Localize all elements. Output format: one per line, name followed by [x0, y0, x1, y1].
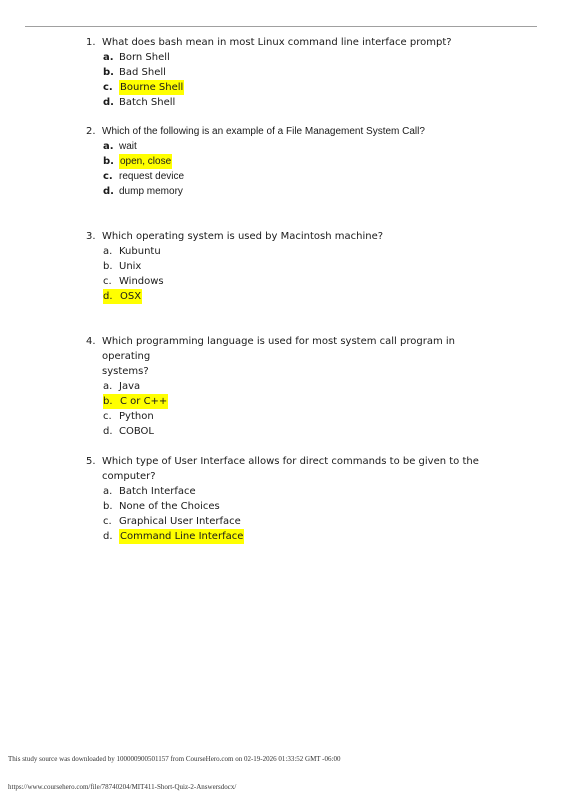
answer-highlight: open, close: [120, 156, 172, 167]
option-letter: b.: [103, 67, 114, 78]
option-letter: c.: [103, 516, 112, 527]
option-b: [86, 154, 486, 169]
question-text-line2: systems?: [102, 366, 149, 377]
option-b: [86, 499, 486, 514]
option-letter: a.: [103, 246, 113, 257]
question-text: Which of the following is an example of a File Management System Call?: [102, 126, 425, 137]
question-text: [102, 454, 486, 484]
option-b: [86, 65, 486, 80]
question-number: 4.: [86, 336, 96, 347]
question-text-line1: Which type of User Interface allows for direct commands to be given to the: [102, 456, 479, 467]
option-c: [86, 274, 486, 289]
option-text: Python: [119, 411, 154, 422]
question-number: 5.: [86, 456, 96, 467]
answer-highlight: OSX: [120, 291, 142, 302]
question-text: Which operating system is used by Macintosh machine?: [102, 231, 384, 242]
option-d: [86, 529, 486, 544]
question-text-line1: Which programming language is used for most system call program in operating: [102, 336, 455, 362]
option-letter: b.: [103, 261, 113, 272]
option-letter: c.: [103, 411, 112, 422]
option-b: [86, 259, 486, 274]
question-text: [102, 334, 486, 379]
option-c: [86, 514, 486, 529]
option-letter: d.: [103, 289, 119, 304]
option-d: [86, 184, 486, 199]
option-a: [86, 484, 486, 499]
option-text: request device: [119, 171, 185, 182]
option-text: dump memory: [119, 186, 183, 197]
option-list: [86, 139, 486, 199]
option-text: Batch Interface: [119, 486, 196, 497]
answer-highlight: Command Line Interface: [120, 531, 244, 542]
option-text: COBOL: [119, 426, 154, 437]
option-c: [86, 409, 486, 424]
download-notice: This study source was downloaded by 100000900501157 from CourseHero.com on 02-19-2026 01:33:52 GMT -06:00: [8, 755, 341, 763]
option-letter: b.: [103, 156, 114, 167]
option-letter: a.: [103, 486, 113, 497]
option-letter: a.: [103, 141, 114, 152]
option-text: Graphical User Interface: [119, 516, 241, 527]
option-c: [86, 169, 486, 184]
option-text: Batch Shell: [119, 97, 176, 108]
question-number: 1.: [86, 37, 96, 48]
option-letter: a.: [103, 381, 113, 392]
option-text: Java: [119, 381, 141, 392]
option-c: [86, 80, 486, 95]
option-a: [86, 139, 486, 154]
question-number: 3.: [86, 231, 96, 242]
option-letter: c.: [103, 82, 113, 93]
source-url[interactable]: https://www.coursehero.com/file/78740204/MIT411-Short-Quiz-2-Answersdocx/: [8, 783, 237, 791]
question-2: [86, 124, 486, 199]
option-letter: d.: [103, 97, 114, 108]
option-text: wait: [119, 141, 137, 152]
option-text: Born Shell: [119, 52, 170, 63]
question-5: [86, 454, 486, 544]
answer-highlight: C or C++: [120, 396, 168, 407]
option-text: Bad Shell: [119, 67, 166, 78]
option-list: [86, 484, 486, 544]
question-3: [86, 229, 486, 304]
option-text: Kubuntu: [119, 246, 161, 257]
option-letter: c.: [103, 276, 112, 287]
option-a: [86, 50, 486, 65]
option-text: None of the Choices: [119, 501, 220, 512]
option-d: [86, 95, 486, 110]
option-letter: d.: [103, 186, 114, 197]
option-letter: d.: [103, 531, 113, 542]
question-4: [86, 334, 486, 439]
question-text-line2: computer?: [102, 471, 156, 482]
option-list: [86, 379, 486, 439]
option-letter: b.: [103, 501, 113, 512]
option-text: Unix: [119, 261, 142, 272]
question-1: [86, 35, 486, 110]
option-d: [86, 424, 486, 439]
option-letter: b.: [103, 394, 119, 409]
option-list: [86, 50, 486, 110]
option-a: [86, 379, 486, 394]
answer-highlight: Bourne Shell: [120, 82, 184, 93]
option-a: [86, 244, 486, 259]
option-letter: c.: [103, 171, 113, 182]
option-text: Windows: [119, 276, 164, 287]
option-d: [86, 289, 486, 304]
question-text: What does bash mean in most Linux command line interface prompt?: [102, 37, 452, 48]
option-b: [86, 394, 486, 409]
question-number: 2.: [86, 126, 96, 137]
option-letter: a.: [103, 52, 114, 63]
option-letter: d.: [103, 426, 113, 437]
top-divider: [25, 26, 537, 27]
option-list: [86, 244, 486, 304]
